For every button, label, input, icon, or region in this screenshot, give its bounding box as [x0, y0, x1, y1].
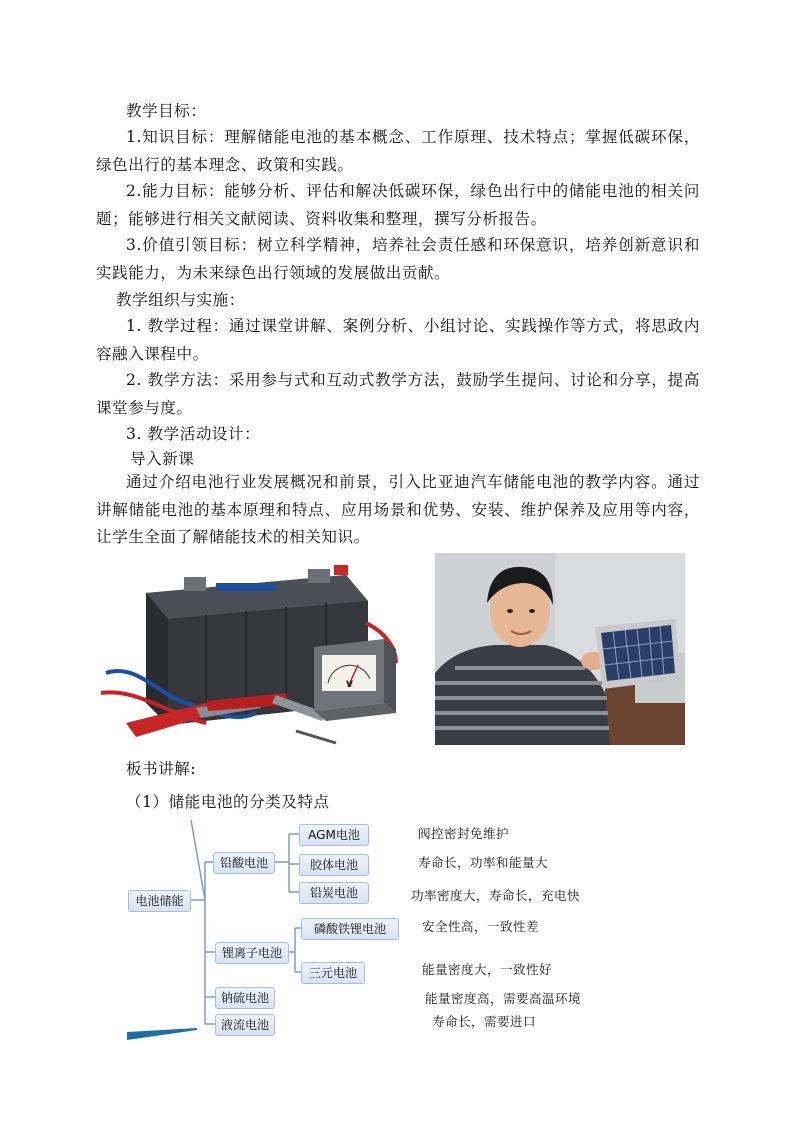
node-agm: AGM电池	[299, 824, 369, 846]
node-root: 电池储能	[128, 890, 191, 912]
objective-ability: 2.能力目标：能够分析、评估和解决低碳环保，绿色出行中的储能电池的相关问题；能够进行相关文献阅读、资料收集和整理，撰写分析报告。	[96, 182, 700, 228]
objective-value: 3.价值引领目标：树立科学精神，培养社会责任感和环保意识，培养创新意识和实践能力，为未来绿色出行领域的发展做出贡献。	[96, 236, 700, 282]
meter-letter: V	[346, 680, 353, 690]
note-ternary: 能量密度大，一致性好	[422, 962, 553, 977]
intro-text: 通过介绍电池行业发展概况和前景，引入比亚迪汽车储能电池的教学内容。通过讲解储能电池的基本原理和特点、应用场景和优势、安装、维护保养及应用等内容，让学生全面了解储能技术的相关知识。	[96, 473, 700, 546]
node-nas: 钠硫电池	[215, 987, 275, 1009]
organization-method: 2. 教学方法：采用参与式和互动式教学方法，鼓励学生提问、讨论和分享，提高课堂参与度。	[96, 371, 700, 417]
node-flow: 液流电池	[215, 1014, 275, 1036]
node-ternary: 三元电池	[301, 962, 365, 984]
node-gel: 胶体电池	[299, 854, 369, 876]
node-lead-carbon: 铅炭电池	[299, 882, 369, 904]
organization-activities: 3. 教学活动设计：	[126, 425, 261, 443]
note-flow: 寿命长，需要进口	[432, 1014, 537, 1029]
battery-photo	[96, 553, 430, 745]
board-title: 板书讲解:	[126, 760, 197, 778]
organization-process: 1. 教学过程：通过课堂讲解、案例分析、小组讨论、实践操作等方式，将思政内容融入课程中。	[96, 317, 700, 363]
note-agm: 阀控密封免维护	[418, 826, 510, 841]
node-lfp: 磷酸铁锂电池	[301, 918, 399, 940]
node-lead-acid: 铅酸电池	[213, 852, 275, 874]
organization-title: 教学组织与实施：	[116, 291, 245, 309]
objectives-title: 教学目标：	[126, 102, 207, 120]
node-li-ion: 锂离子电池	[215, 942, 289, 964]
note-lead-carbon: 功率密度大，寿命长，充电快	[411, 888, 581, 903]
accent-band	[127, 1028, 197, 1040]
note-lfp: 安全性高，一致性差	[422, 919, 540, 934]
note-nas: 能量密度高，需要高温环境	[425, 991, 582, 1006]
intro-title: 导入新课	[130, 450, 195, 468]
solar-panel-photo	[435, 553, 685, 745]
note-gel: 寿命长，功率和能量大	[418, 855, 549, 870]
board-subtitle: （1）储能电池的分类及特点	[126, 793, 330, 811]
objective-knowledge: 1.知识目标：理解储能电池的基本概念、工作原理、技术特点；掌握低碳环保，绿色出行的基本理念、政策和实践。	[96, 128, 700, 174]
